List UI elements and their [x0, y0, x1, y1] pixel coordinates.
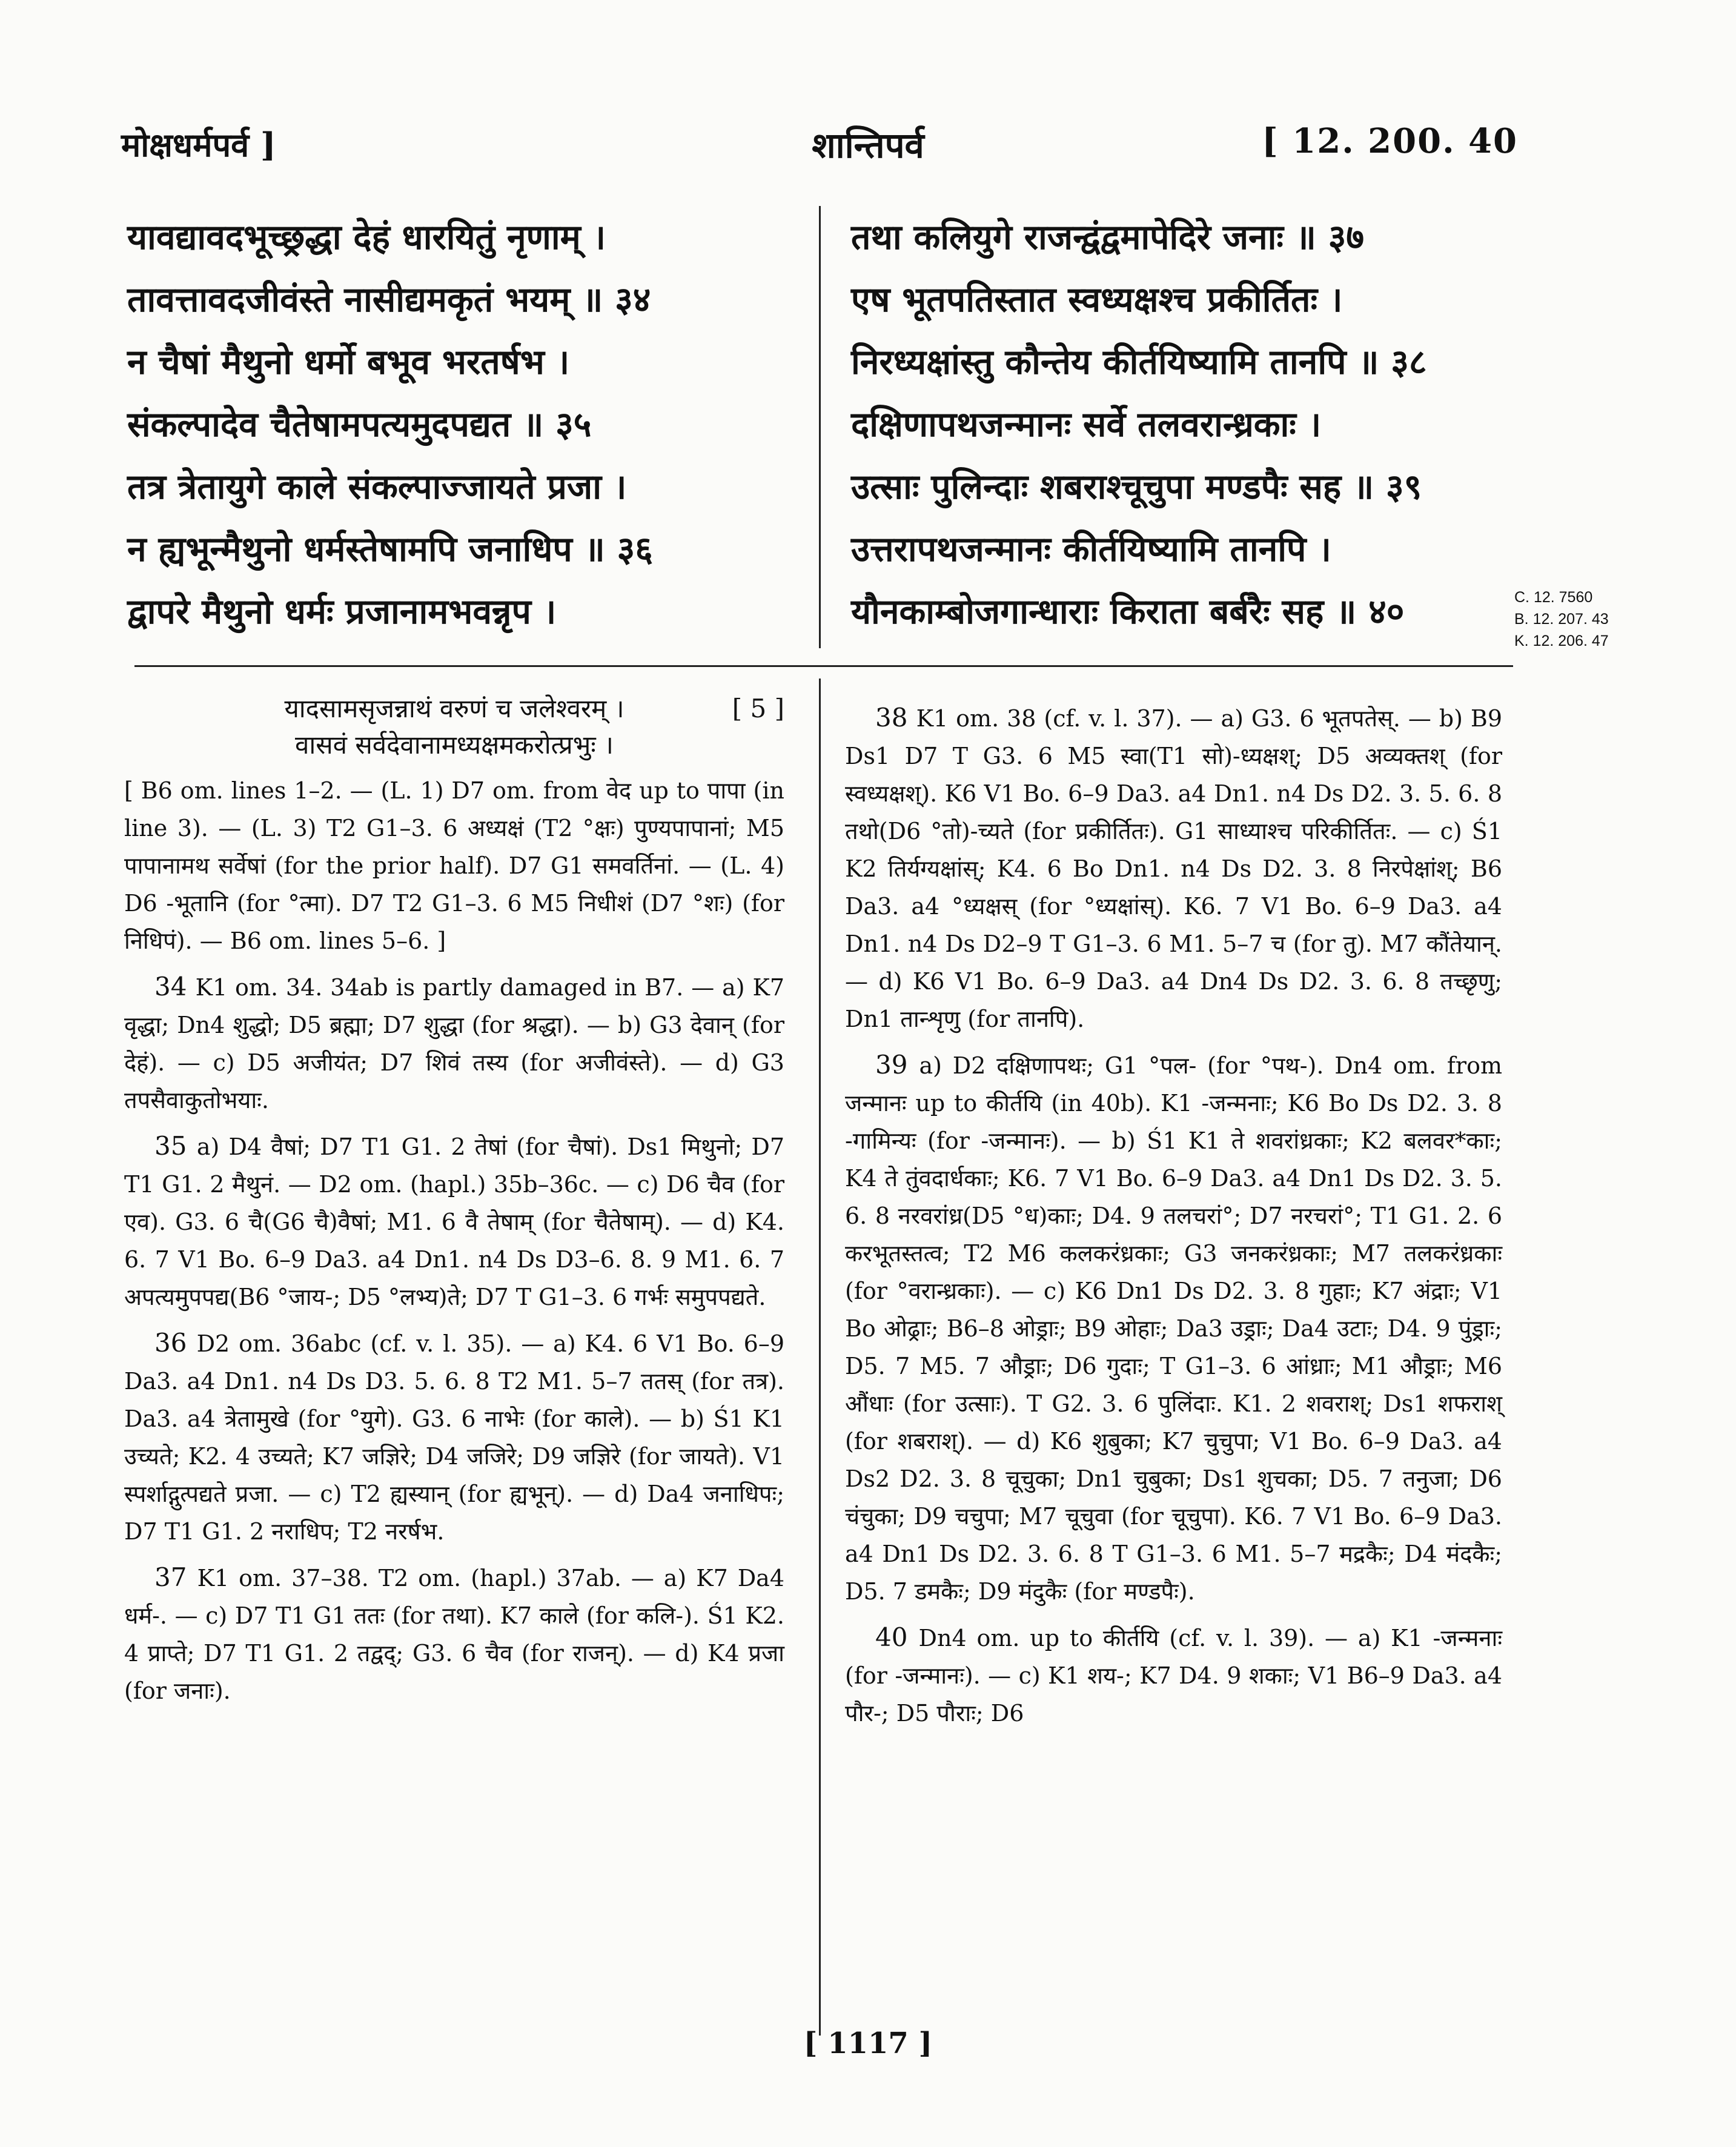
concordance-references [1514, 586, 1609, 652]
verse-line: न ह्यभून्मैथुनो धर्मस्तेषामपि जनाधिप ॥ ३६ [127, 529, 653, 569]
critical-note [124, 1324, 784, 1550]
note-text: a) D4 वैषां; D7 T1 G1. 2 तेषां (for चैषां). Ds1 मिथुनो; D7 T1 G1. 2 मैथुनं. — D2 om. (hapl.) 35b–36c. — c) D6 चैव (for एव). G3. 6 चै(G6 चै)वैषां; M1. 6 वै तेषाम् (for चैतेषाम्). — d) K4. 6. 7 V1 Bo. 6–9 Da3. a4 Dn1. n4 Ds D3–6. 8. 9 M1. 6. 7 अपत्यमुपपद्य(B6 °जाय-; D5 °लभ्य)ते; D7 T G1–3. 6 गर्भः समुपपद्यते. [124, 1133, 784, 1310]
verse-line: न चैषां मैथुनो धर्मो बभूव भरतर्षभ । [127, 342, 570, 382]
apparatus-rule [134, 665, 1513, 667]
concordance-line: K. 12. 206. 47 [1514, 632, 1609, 649]
concordance-line: C. 12. 7560 [1514, 589, 1593, 606]
notes-list-left [124, 772, 784, 1710]
apparatus-column-right [845, 691, 1502, 1732]
note-text: a) D2 दक्षिणापथः; G1 °पल- (for °पथ-). Dn4 om. from जन्मानः up to कीर्तयि (in 40b). K1 -जन्मनाः; K6 Bo Ds D2. 3. 8 -गामिन्यः (for -जन्मानः). — b) Ś1 K1 ते शवरांध्रकाः; K2 बलवर*काः; K4 ते तुंवदार्धकाः; K6. 7 V1 Bo. 6–9 Da3. a4 Dn1 Ds D2. 3. 5. 6. 8 नरवरांध्र(D5 °ध)काः; D4. 9 तलचरां°; D7 नरचरां°; T1 G1. 2. 6 करभूतस्तत्व; T2 M6 कलकरंध्रकाः; G3 जनकरंध्रकाः; M7 तलकरंध्रकाः (for °वरान्ध्रकाः). — c) K6 Dn1 Ds D2. 3. 8 गुहाः; K7 अंद्राः; V1 Bo ओढ्राः; B6–8 ओड्राः; B9 ओहाः; Da3 उड्राः; Da4 उटाः; D4. 9 पुंड्राः; D5. 7 M5. 7 औड्राः; D6 गुदाः; T G1–3. 6 आंध्राः; M1 औड्राः; M6 औंधाः (for उत्साः). T G2. 3. 6 पुलिंदाः. K1. 2 शवराश्; Ds1 शफराश् (for शबराश्). — d) K6 शुबुका; K7 चुचुपा; V1 Bo. 6–9 Da3. a4 Ds2 D2. 3. 8 चूचुका; Dn1 चुबुका; Ds1 शुचका; D5. 7 तनुजा; D6 चंचुका; D9 चचुपा; M7 चूचुवा (for चूचुपा). K6. 7 V1 Bo. 6–9 Da3. a4 Dn1 Ds D2. 3. 6. 8 T G1–3. 6 M1. 5–7 मद्रकैः; D4 मंदकैः; D5. 7 डमकैः; D9 मंदुकैः (for मण्डपैः). [845, 1052, 1503, 1605]
verse-line: यावद्यावदभूच्छ्रद्धा देहं धारयितुं नृणाम् । [127, 217, 606, 257]
running-head-left: मोक्षधर्मपर्व ] [121, 125, 276, 164]
running-head-right: [ 12. 200. 40 [1262, 121, 1518, 161]
note-verse-number: 35 [154, 1131, 197, 1161]
page-number: [ 1117 ] [803, 2026, 933, 2060]
critical-note [124, 1559, 784, 1710]
verse-column-divider [819, 206, 821, 648]
verse-column-right [851, 206, 1505, 643]
note-verse-number: 39 [875, 1050, 919, 1080]
note-text: D2 om. 36abc (cf. v. l. 35). — a) K4. 6 V1 Bo. 6–9 Da3. a4 Dn1. n4 Ds D3. 5. 6. 8 T2 M1. 5–7 ततस् (for तत्र). Da3. a4 त्रेतामुखे (for °युगे). G3. 6 नाभेः (for काले). — b) Ś1 K1 उच्यते; K2. 4 उच्यते; K7 जज्ञिरे; D4 जजिरे; D9 जज्ञिरे (for जायते). V1 स्पर्शाद्गुत्पद्यते प्रजा. — c) T2 ह्यस्यान् (for ह्यभून्). — d) Da4 जनाधिपः; D7 T1 G1. 2 नराधिप; T2 नरर्षभ. [124, 1330, 784, 1545]
note-text: K1 om. 38 (cf. v. l. 37). — a) G3. 6 भूतपतेस्. — b) B9 Ds1 D7 T G3. 6 M5 स्वा(T1 सो)-ध्यक्षश्; D5 अव्यक्तश् (for स्वध्यक्षश्). K6 V1 Bo. 6–9 Da3. a4 Dn1. n4 Ds D2. 3. 5. 6. 8 तथो(D6 °तो)-च्यते (for प्रकीर्तितः). G1 साध्याश्च परिकीर्तितः. — c) Ś1 K2 तिर्यग्यक्षांस्; K4. 6 Bo Dn1. n4 Ds D2. 3. 8 निरपेक्षांश्; B6 Da3. a4 °ध्यक्षस् (for °ध्यक्षांस्). K6. 7 V1 Bo. 6–9 Da3. a4 Dn1. n4 Ds D2–9 T G1–3. 6 M1. 5–7 च (for तु). M7 कौंतेयान्. — d) K6 V1 Bo. 6–9 Da3. a4 Dn4 Ds D2. 3. 6. 8 तच्छृणु; Dn1 तान्शृणु (for तानपि). [845, 705, 1502, 1032]
note-text: K1 om. 37–38. T2 om. (hapl.) 37ab. — a) K7 Da4 धर्म-. — c) D7 T1 G1 ततः (for तथा). K7 काले (for कलि-). Ś1 K2. 4 प्राप्ते; D7 T1 G1. 2 तद्वद्; G3. 6 चैव (for राजन्). — d) K4 प्रजा (for जनाः). [124, 1565, 784, 1704]
note-text: K1 om. 34. 34ab is partly damaged in B7. — a) K7 वृद्धा; Dn4 शुद्धो; D5 ब्रह्मा; D7 शुद्धा (for श्रद्धा). — b) G3 देवान् (for देहं). — c) D5 अजीयंत; D7 शिवं तस्य (for अजीवंस्ते). — d) G3 तपसैवाकुतोभयाः. [124, 974, 785, 1113]
critical-note [845, 1619, 1502, 1732]
note-text: [ B6 om. lines 1–2. — (L. 1) D7 om. from वेद up to पापा (in line 3). — (L. 3) T2 G1–3. 6 अध्यक्षं (T2 °क्षः) पुण्यपापानां; M5 पापानामथ सर्वेषां (for the prior half). D7 G1 समवर्तिनां. — (L. 4) D6 -भूतानि (for °त्मा). D7 T2 G1–3. 6 M5 निधीशं (D7 °शः) (for निधिपं). — B6 om. lines 5–6. ] [124, 777, 784, 954]
apparatus-column-divider [819, 679, 821, 2036]
critical-note [845, 699, 1502, 1038]
critical-note [124, 772, 784, 960]
concordance-line: B. 12. 207. 43 [1514, 611, 1609, 628]
note-verse-number: 36 [154, 1328, 197, 1358]
note-verse-number: 34 [154, 972, 196, 1001]
notes-list-right [845, 699, 1502, 1732]
verse-line: उत्तरापथजन्मानः कीर्तयिष्यामि तानपि । [851, 529, 1331, 569]
note-verse-number: 40 [875, 1622, 919, 1652]
note-verse-number: 38 [875, 703, 916, 732]
verse-line: तथा कलियुगे राजन्द्वंद्वमापेदिरे जनाः ॥ ३७ [851, 217, 1365, 257]
verse-line: उत्साः पुलिन्दाः शबराश्चूचुपा मण्डपैः सह ॥ ३९ [851, 466, 1422, 507]
insertion-line: यादसामसृजन्नाथं वरुणं च जलेश्वरम् । [ 5 ] [124, 691, 784, 727]
critical-note [845, 1046, 1502, 1610]
running-head-center: शान्तिपर्व [812, 125, 924, 166]
note-verse-number: 37 [154, 1562, 197, 1592]
verse-line: दक्षिणापथजन्मानः सर्वे तलवरान्ध्रकाः । [851, 404, 1322, 445]
note-text: Dn4 om. up to कीर्तयि (cf. v. l. 39). — a) K1 -जन्मनाः (for -जन्मानः). — c) K1 शय-; K7 D4. 9 शकाः; V1 B6–9 Da3. a4 पौर-; D5 पौराः; D6 [845, 1625, 1502, 1727]
insertion-number: [ 5 ] [732, 694, 784, 723]
verse-line: द्वापरे मैथुनो धर्मः प्रजानामभवन्नृप । [127, 591, 557, 632]
apparatus-column-left [124, 691, 784, 1710]
verse-line: एष भूतपतिस्तात स्वध्यक्षश्च प्रकीर्तितः । [851, 279, 1343, 320]
verse-line: यौनकाम्बोजगान्धाराः किराता बर्बरैः सह ॥ ४० [851, 591, 1405, 632]
critical-note [124, 1127, 784, 1316]
critical-note [124, 968, 784, 1119]
insertion-line: वासवं सर्वदेवानामध्यक्षमकरोत्प्रभुः । [295, 730, 614, 760]
verse-line: तत्र त्रेतायुगे काले संकल्पाज्जायते प्रजा । [127, 466, 627, 507]
verse-line: निरध्यक्षांस्तु कौन्तेय कीर्तयिष्यामि तानपि ॥ ३८ [851, 342, 1427, 382]
verse-line: संकल्पादेव चैतेषामपत्यमुदपद्यत ॥ ३५ [127, 404, 592, 445]
verse-column-left [127, 206, 806, 643]
verse-line: तावत्तावदजीवंस्ते नासीद्यमकृतं भयम् ॥ ३४ [127, 279, 651, 320]
